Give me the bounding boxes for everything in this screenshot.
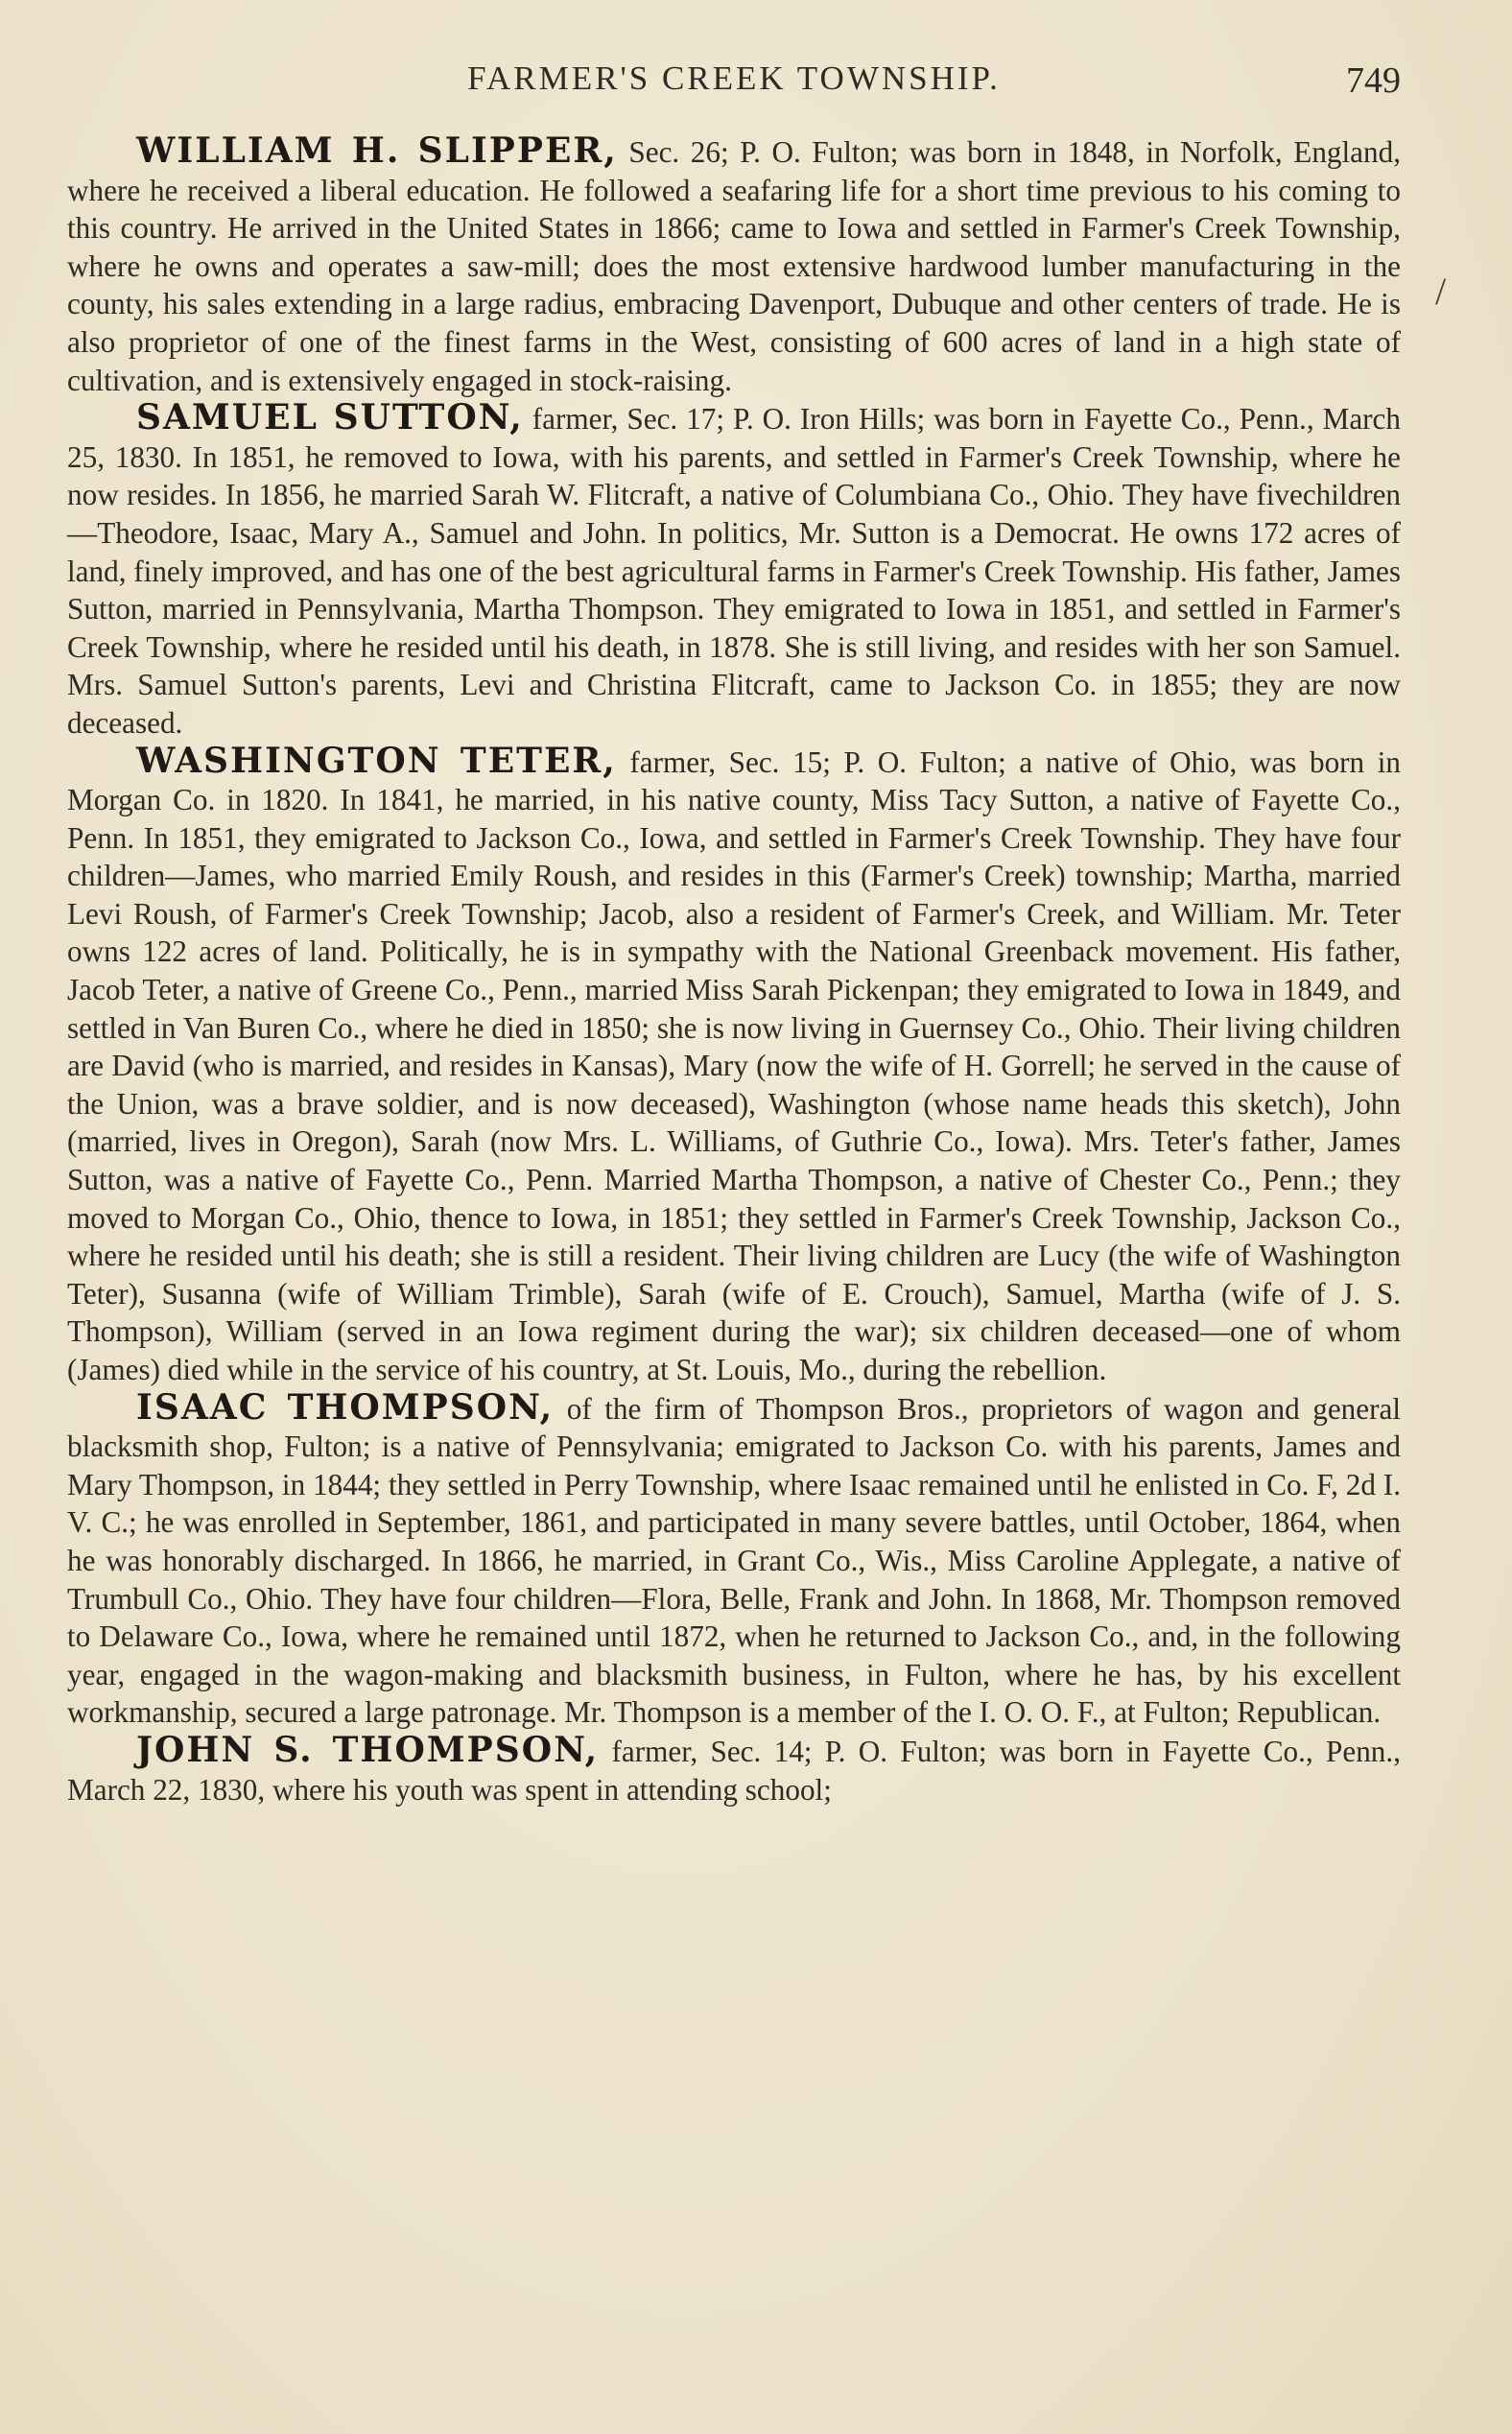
entry-name: WILLIAM H. SLIPPER, — [136, 130, 618, 171]
entry-name: WASHINGTON TETER, — [136, 740, 617, 781]
entry-name: SAMUEL SUTTON, — [136, 397, 524, 438]
margin-pencil-mark: / — [1435, 270, 1447, 313]
biography-text — [67, 132, 1401, 1808]
entry-washington-teter — [67, 740, 1401, 1389]
entry-name: ISAAC THOMPSON, — [136, 1386, 555, 1428]
entry-john-s-thompson — [67, 1729, 1401, 1808]
entry-text: farmer, Sec. 14; P. O. Fulton; was born in Fayette Co., Penn., March 22, 1830, where his youth was spent in attending school; — [67, 1734, 1401, 1807]
entry-name: JOHN S. THOMPSON, — [136, 1729, 600, 1770]
entry-text: farmer, Sec. 17; P. O. Iron Hills; was born in Fayette Co., Penn., March 25, 1830. In 1851, he removed to Iowa, with his parents, and settled in Farmer's Creek Township, where he now resides. In 1856, he married Sarah W. Flitcraft, a native of Columbiana Co., Ohio. They have fivechildren—Theodore, Isaac, Mary A., Samuel and John. In politics, Mr. Sutton is a Democrat. He owns 172 acres of land, finely improved, and has one of the best agricultural farms in Farmer's Creek Township. His father, James Sutton, married in Pennsylvania, Martha Thompson. They emigrated to Iowa in 1851, and settled in Farmer's Creek Township, where he resided until his death, in 1878. She is still living, and resides with her son Samuel. Mrs. Samuel Sutton's parents, Levi and Christina Flitcraft, came to Jackson Co. in 1855; they are now deceased. — [67, 402, 1401, 740]
entry-william-h-slipper — [67, 132, 1401, 399]
entry-text: Sec. 26; P. O. Fulton; was born in 1848, in Norfolk, England, where he received a liberal education. He followed a seafaring life for a short time previous to his coming to this country. He arrived in the United States in 1866; came to Iowa and settled in Farmer's Creek Township, where he owns and operates a saw-mill; does the most extensive hardwood lumber manufacturing in the county, his sales extending in a large radius, embracing Davenport, Dubuque and other centers of trade. He is also proprietor of one of the finest farms in the West, consisting of 600 acres of land in a high state of cultivation, and is extensively engaged in stock-raising. — [67, 135, 1401, 397]
running-title: FARMER'S CREEK TOWNSHIP. — [467, 59, 1001, 97]
entry-text: farmer, Sec. 15; P. O. Fulton; a native of Ohio, was born in Morgan Co. in 1820. In 1841, he married, in his native county, Miss Tacy Sutton, a native of Fayette Co., Penn. In 1851, they emigrated to Jackson Co., Iowa, and settled in Farmer's Creek Township. They have four children—James, who married Emily Roush, and resides in this (Farmer's Creek) township; Martha, married Levi Roush, of Farmer's Creek Township; Jacob, also a resident of Farmer's Creek, and William. Mr. Teter owns 122 acres of land. Politically, he is in sympathy with the National Greenback movement. His father, Jacob Teter, a native of Greene Co., Penn., married Miss Sarah Pickenpan; they emigrated to Iowa in 1849, and settled in Van Buren Co., where he died in 1850; she is now living in Guernsey Co., Ohio. Their living children are David (who is married, and resides in Kansas), Mary (now the wife of H. Gorrell; he served in the cause of the Union, was a brave soldier, and is now deceased), Washington (whose name heads this sketch), John (married, lives in Oregon), Sarah (now Mrs. L. Williams, of Guthrie Co., Iowa). Mrs. Teter's father, James Sutton, was a native of Fayette Co., Penn. Married Martha Thompson, a native of Chester Co., Penn.; they moved to Morgan Co., Ohio, thence to Iowa, in 1851; they settled in Farmer's Creek Township, Jackson Co., where he resided until his death; she is still a resident. Their living children are Lucy (the wife of Washington Teter), Susanna (wife of William Trimble), Sarah (wife of E. Crouch), Samuel, Martha (wife of J. S. Thompson), William (served in an Iowa regiment during the war); six children deceased—one of whom (James) died while in the service of his country, at St. Louis, Mo., during the rebellion. — [67, 744, 1401, 1386]
entry-text: of the firm of Thompson Bros., proprietors of wagon and general blacksmith shop, Fulton; is a native of Pennsylvania; emigrated to Jackson Co. with his parents, James and Mary Thompson, in 1844; they settled in Perry Township, where Isaac remained until he enlisted in Co. F, 2d I. V. C.; he was enrolled in September, 1861, and participated in many severe battles, until October, 1864, when he was honorably discharged. In 1866, he married, in Grant Co., Wis., Miss Caroline Applegate, a native of Trumbull Co., Ohio. They have four children—Flora, Belle, Frank and John. In 1868, Mr. Thompson removed to Delaware Co., Iowa, where he remained until 1872, when he returned to Jackson Co., and, in the following year, engaged in the wagon-making and blacksmith business, in Fulton, where he has, by his excellent workmanship, secured a large patronage. Mr. Thompson is a member of the I. O. O. F., at Fulton; Republican. — [67, 1391, 1401, 1730]
entry-samuel-sutton — [67, 399, 1401, 742]
page-number: 749 — [1346, 60, 1401, 101]
entry-isaac-thompson — [67, 1386, 1401, 1732]
page-header — [67, 59, 1401, 117]
